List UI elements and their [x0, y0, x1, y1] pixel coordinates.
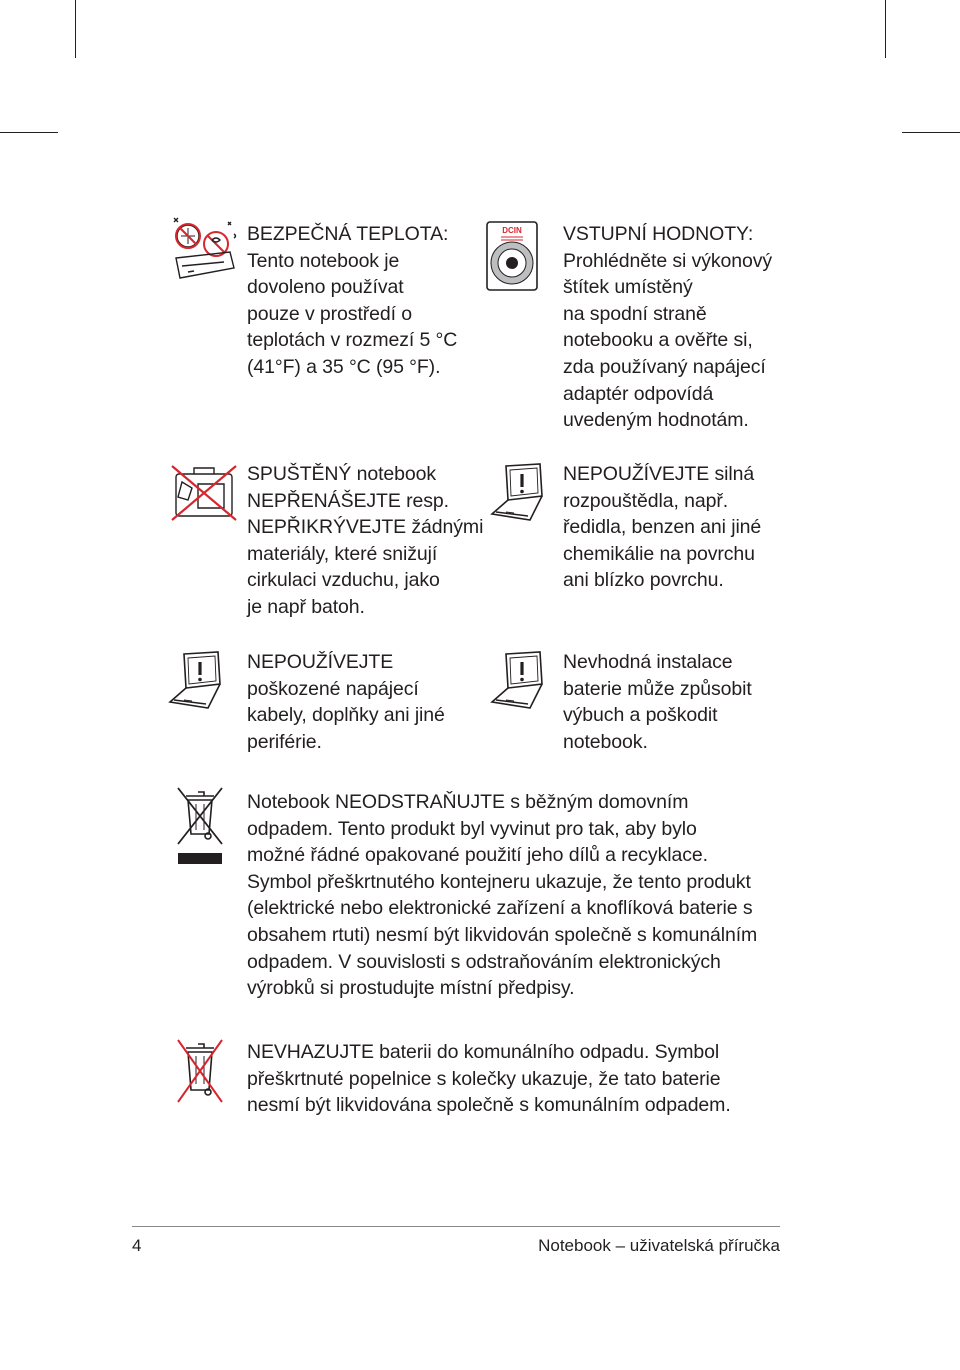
- crossed-bin-icon: [176, 786, 224, 866]
- dcin-power-icon: [484, 219, 540, 293]
- laptop-temperature-icon: [168, 212, 242, 284]
- battery-install-text: Nevhodná instalace baterie může způsobit výbuch a poškodit notebook.: [563, 651, 752, 753]
- laptop-warning-icon: [490, 462, 556, 522]
- footer-title: Notebook – uživatelská příručka: [538, 1236, 780, 1255]
- disposal-text: Notebook NEODSTRAŇUJTE s běžným domovním odpadem. Tento produkt byl vyvinut pro tak, aby bylo možné řádné opakované použití jeho dílů a recyklace. Symbol přeškrtnutého kontejneru ukazuje, že tento produkt (elektrické nebo elektronické zařízení a knoflíková baterie s obsahem rtuti) nesmí být likvidován společně s komunálním odpadem. V souvislosti s odstraňováním elektronických výrobků si prostudujte místní předpisy.: [247, 791, 758, 1000]
- solvents-text: NEPOUŽÍVEJTE silná rozpouštědla, např. ředidla, benzen ani jiné chemikálie na povrchu ani blízko povrchu.: [563, 463, 762, 592]
- page-number: 4: [132, 1236, 142, 1255]
- battery-disposal-text: NEVHAZUJTE baterii do komunálního odpadu. Symbol přeškrtnuté popelnice s kolečky ukazuje, že tato baterie nesmí být likvidována společně s komunálním odpadem.: [247, 1041, 731, 1117]
- crop-mark: [902, 132, 960, 133]
- input-ratings-text: VSTUPNÍ HODNOTY: Prohlédněte si výkonový štítek umístěný na spodní straně notebooku a ověřte si, zda používaný napájecí adaptér odpovídá uvedeným hodnotám.: [563, 223, 773, 432]
- crop-mark: [75, 0, 76, 58]
- crop-mark: [885, 0, 886, 58]
- damaged-cables-text: NEPOUŽÍVEJTE poškozené napájecí kabely, doplňky ani jiné periférie.: [247, 651, 445, 753]
- laptop-warning-icon: [168, 650, 234, 710]
- safe-temperature-text: BEZPEČNÁ TEPLOTA: Tento notebook je dovoleno používat pouze v prostředí o teplotách v rozmezí 5 °C (41°F) a 35 °C (95 °F).: [247, 223, 458, 378]
- crop-mark: [0, 132, 58, 133]
- footer-rule: [132, 1226, 780, 1227]
- crossed-bin-icon: [176, 1038, 224, 1106]
- laptop-warning-icon: [490, 650, 556, 710]
- laptop-no-bag-icon: [168, 462, 240, 522]
- carry-cover-text: SPUŠTĚNÝ notebook NEPŘENÁŠEJTE resp. NEPŘIKRÝVEJTE žádnými materiály, které snižují cirkulaci vzduchu, jako je např batoh.: [247, 463, 484, 618]
- dcin-label: DCIN: [502, 226, 522, 235]
